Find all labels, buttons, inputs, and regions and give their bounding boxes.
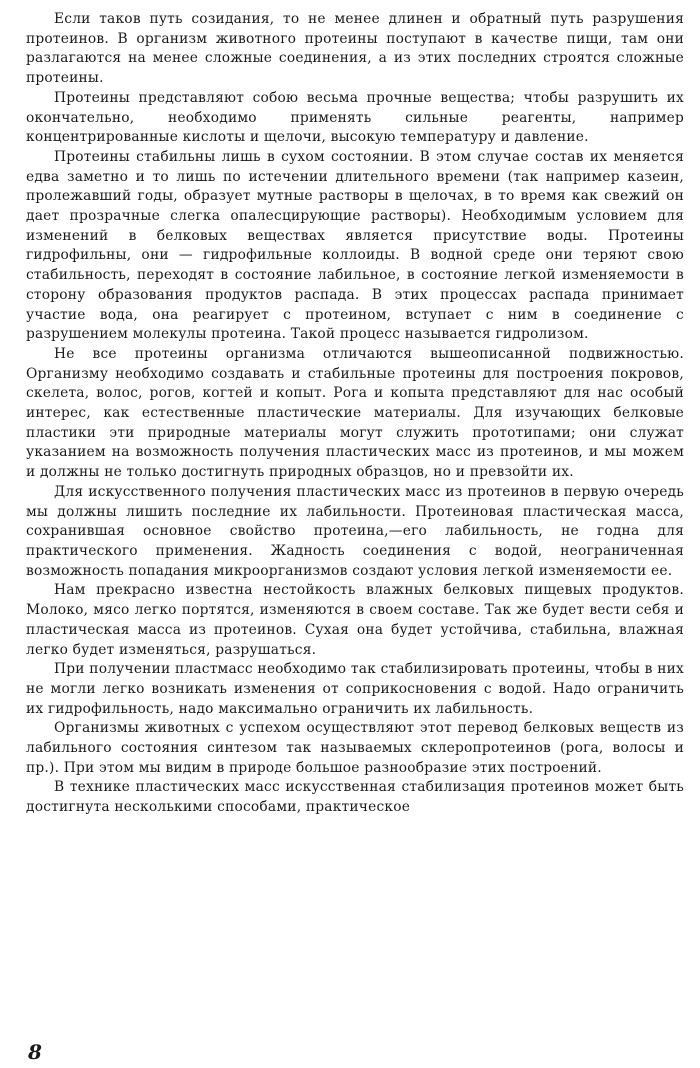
paragraph-8: Организмы животных с успехом осуществляют этот перевод белковых веществ из лабильного состояния синтезом так называемых склеропротеинов (рога, волосы и пр.). При этом мы видим в природе большое разнообразие этих построений. (26, 720, 684, 776)
paragraph-4: Не все протеины организма отличаются вышеописанной подвижностью. Организму необходимо создавать и стабильные протеины для построения покровов, скелета, волос, рогов, когтей и копыт. Рога и копыта представляют для нас особый интерес, как естественные пластические материалы. Для изучающих белковые пластики эти природные материалы могут служить прототипами; они служат указанием на возможность получения пластических масс из протеинов, и мы можем и должны не только достигнуть природных образцов, но и превзойти их. (26, 345, 684, 481)
paragraph-3: Протеины стабильны лишь в сухом состоянии. В этом случае состав их меняется едва заметно и то лишь по истечении длительного времени (так например казеин, пролежавший годы, образует мутные растворы в щелочах, в то время как свежий он дает прозрачные слегка опалесцирующие растворы). Необходимым условием для изменений в белковых веществах является присутствие воды. Протеины гидрофильны, они — гидрофильные коллоиды. В водной среде они теряют свою стабильность, переходят в состояние лабильное, в состояние легкой изменяемости в сторону образования продуктов распада. В этих процессах распада принимает участие вода, она реагирует с протеином, вступает с ним в соединение с разрушением молекулы протеина. Такой процесс называется гидролизом. (26, 148, 684, 343)
page-body (26, 10, 684, 1010)
paragraph-7: При получении пластмасс необходимо так стабилизировать протеины, чтобы в них не могли легко возникать изменения от соприкосновения с водой. Надо ограничить их гидрофильность, надо максимально ограничить их лабильность. (26, 661, 684, 717)
paragraph-6: Нам прекрасно известна нестойкость влажных белковых пищевых продуктов. Молоко, мясо легко портятся, изменяются в своем составе. Так же будет вести себя и пластическая масса из протеинов. Сухая она будет устойчива, стабильна, влажная легко будет изменяться, разрушаться. (26, 582, 684, 658)
paragraph-9: В технике пластических масс искусственная стабилизация протеинов может быть достигнута несколькими способами, практическое (26, 779, 684, 816)
paragraph-5: Для искусственного получения пластических масс из протеинов в первую очередь мы должны лишить последние их лабильности. Протеиновая пластическая масса, сохранившая основное свойство протеина,—его лабильность, не годна для практического применения. Жадность соединения с водой, неограниченная возможность попадания микроорганизмов создают условия легкой изменяемости ее. (26, 483, 684, 579)
paragraph-1: Если таков путь созидания, то не менее длинен и обратный путь разрушения протеинов. В организм животного протеины поступают в качестве пищи, там они разлагаются на менее сложные соединения, а из этих последних строятся сложные протеины. (26, 11, 684, 87)
paragraph-2: Протеины представляют собою весьма прочные вещества; чтобы разрушить их окончательно, необходимо применять сильные реагенты, например концентрированные кислоты и щелочи, высокую температуру и давление. (26, 89, 684, 146)
page-number: 8 (28, 1040, 42, 1064)
